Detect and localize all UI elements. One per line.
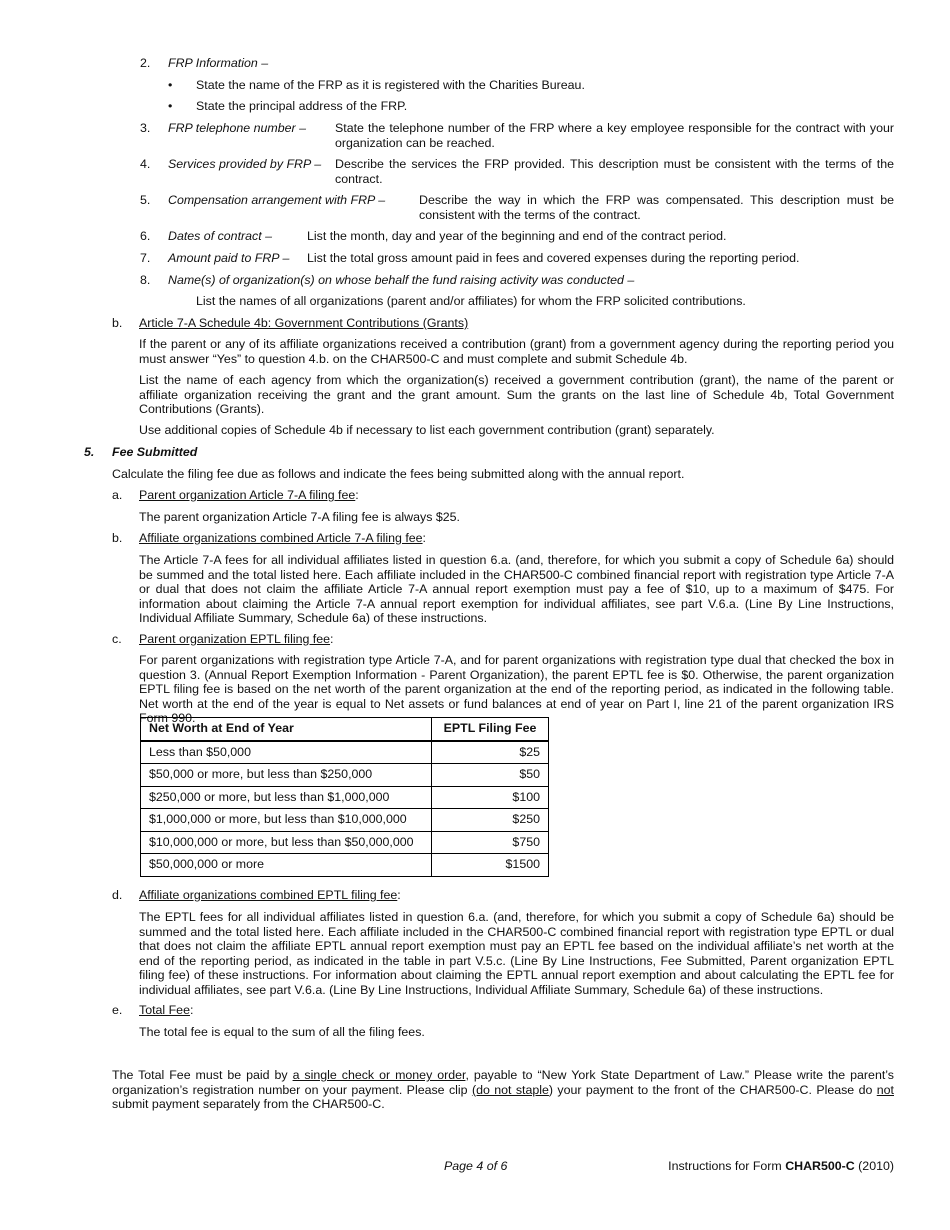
item-label: Services provided by FRP – [168,157,322,171]
paragraph: List the name of each agency from which the organization(s) received a government contribution (grant), the name of the parent or affiliate organization receiving the grant and the grant amount. Sum the grants on the last line of Schedule 4b, Total Government Contributions (Grants). [139,373,894,417]
page-number: Page 4 of 6 [444,1159,508,1173]
table-row [141,854,549,877]
bullet-icon: • [168,78,173,92]
table-row [141,764,549,787]
subsection-heading: Affiliate organizations combined EPTL filing fee: [139,888,401,902]
table-cell: Less than $50,000 [141,741,432,764]
table-cell: $50 [432,764,549,787]
eptl-fee-table [140,717,549,877]
item-label: FRP telephone number – [168,121,306,135]
subsection-letter: b. [112,531,123,545]
item-text: List the month, day and year of the beginning and end of the contract period. [307,229,727,243]
table-cell: $1,000,000 or more, but less than $10,000,000 [141,809,432,832]
table-cell: $10,000,000 or more, but less than $50,000,000 [141,831,432,854]
table-cell: $750 [432,831,549,854]
item-text: List the names of all organizations (parent and/or affiliates) for whom the FRP solicited contributions. [196,294,746,308]
item-number: 2. [140,56,151,70]
paragraph: Use additional copies of Schedule 4b if necessary to list each government contribution (grant) separately. [139,423,715,437]
section-heading: Fee Submitted [112,445,198,459]
item-text: State the telephone number of the FRP where a key employee responsible for the contract with your organization can be reached. [335,121,894,150]
form-title: Instructions for Form CHAR500-C (2010) [668,1159,894,1173]
item-number: 8. [140,273,151,287]
table-cell: $1500 [432,854,549,877]
table-cell: $50,000,000 or more [141,854,432,877]
subsection-heading: Parent organization Article 7-A filing fee: [139,488,359,502]
section-heading: Article 7-A Schedule 4b: Government Contributions (Grants) [139,316,469,330]
item-number: 6. [140,229,151,243]
item-label: Name(s) of organization(s) on whose behalf the fund raising activity was conducted – [168,273,635,287]
subsection-letter: e. [112,1003,123,1017]
column-header: EPTL Filing Fee [432,718,549,741]
bullet-text: State the name of the FRP as it is registered with the Charities Bureau. [196,78,585,92]
paragraph: If the parent or any of its affiliate organizations received a contribution (grant) from a government agency during the reporting period you must answer “Yes” to question 4.b. on the CHAR500-C and must complete and submit Schedule 4b. [139,337,894,366]
item-text: Describe the way in which the FRP was compensated. This description must be consistent with the terms of the contract. [419,193,894,222]
paragraph: Calculate the filing fee due as follows and indicate the fees being submitted along with the annual report. [112,467,685,481]
item-text: Describe the services the FRP provided. This description must be consistent with the terms of the contract. [335,157,894,186]
table-cell: $250 [432,809,549,832]
paragraph: The total fee is equal to the sum of all the filing fees. [139,1025,425,1039]
column-header: Net Worth at End of Year [141,718,432,741]
item-label: Compensation arrangement with FRP – [168,193,386,207]
subsection-heading: Affiliate organizations combined Article 7-A filing fee: [139,531,426,545]
table-row [141,786,549,809]
paragraph: The Article 7-A fees for all individual affiliates listed in question 6.a. (and, therefore, for which you submit a copy of Schedule 6a) should be summed and the total listed here. Each affiliate included in the CHAR500-C combined financial report with registration type Article 7-A or dual that does not claim the affiliate Article 7-A annual report exemption must pay a fee of $10, up to a maximum of $475. For information about claiming the Article 7-A annual report exemption for individual affiliates, see part V.6.a. (Line By Line Instructions, Individual Affiliate Summary, Schedule 6a) of these instructions. [139,553,894,626]
item-label: Amount paid to FRP – [168,251,290,265]
item-text: List the total gross amount paid in fees and covered expenses during the reporting period. [307,251,800,265]
payment-note: The Total Fee must be paid by a single check or money order, payable to “New York State Department of Law.” Please write the parent’s organization’s registration number on your payment. Please clip (do not staple) your payment to the front of the CHAR500-C. Please do not submit payment separately from the CHAR500-C. [112,1068,894,1112]
item-number: 7. [140,251,151,265]
table-header-row [141,718,549,741]
subsection-heading: Total Fee: [139,1003,194,1017]
section-letter: b. [112,316,123,330]
table-cell: $50,000 or more, but less than $250,000 [141,764,432,787]
item-number: 5. [140,193,151,207]
item-label: Dates of contract – [168,229,272,243]
paragraph: For parent organizations with registration type Article 7-A, and for parent organizations with registration type dual that checked the box in question 3. (Annual Report Exemption Information - Parent Organization), the parent EPTL fee is $0. Otherwise, the parent organization EPTL filing fee is based on the net worth of the parent organization at the end of the reporting period, as indicated in the following table. Net worth at the end of the year is equal to Net assets or fund balances at end of year on Part I, line 21 of the parent organization IRS Form 990. [139,653,894,726]
table-row [141,809,549,832]
item-number: 3. [140,121,151,135]
subsection-letter: c. [112,632,122,646]
paragraph: The parent organization Article 7-A filing fee is always $25. [139,510,460,524]
bullet-icon: • [168,99,173,113]
bullet-text: State the principal address of the FRP. [196,99,408,113]
section-number: 5. [84,445,95,459]
subsection-letter: d. [112,888,123,902]
paragraph: The EPTL fees for all individual affiliates listed in question 6.a. (and, therefore, for which you submit a copy of Schedule 6a) should be summed and the total listed here. Each affiliate included in the CHAR500-C combined financial report with registration type EPTL or dual that does not claim the affiliate EPTL annual report exemption must pay an EPTL fee based on the individual affiliate’s net worth at the end of the reporting period, as indicated in the table in part V.5.c. (Line By Line Instructions, Fee Submitted, Parent organization EPTL filing fee) of these instructions. For information about claiming the EPTL annual report exemption and about calculating the EPTL fee for individual affiliates, see part V.6.a. (Line By Line Instructions, Individual Affiliate Summary, Schedule 6a) of these instructions. [139,910,894,997]
table-cell: $25 [432,741,549,764]
subsection-heading: Parent organization EPTL filing fee: [139,632,334,646]
item-number: 4. [140,157,151,171]
item-label: FRP Information – [168,56,269,70]
table-row [141,741,549,764]
subsection-letter: a. [112,488,123,502]
table-row [141,831,549,854]
table-cell: $100 [432,786,549,809]
table-cell: $250,000 or more, but less than $1,000,000 [141,786,432,809]
